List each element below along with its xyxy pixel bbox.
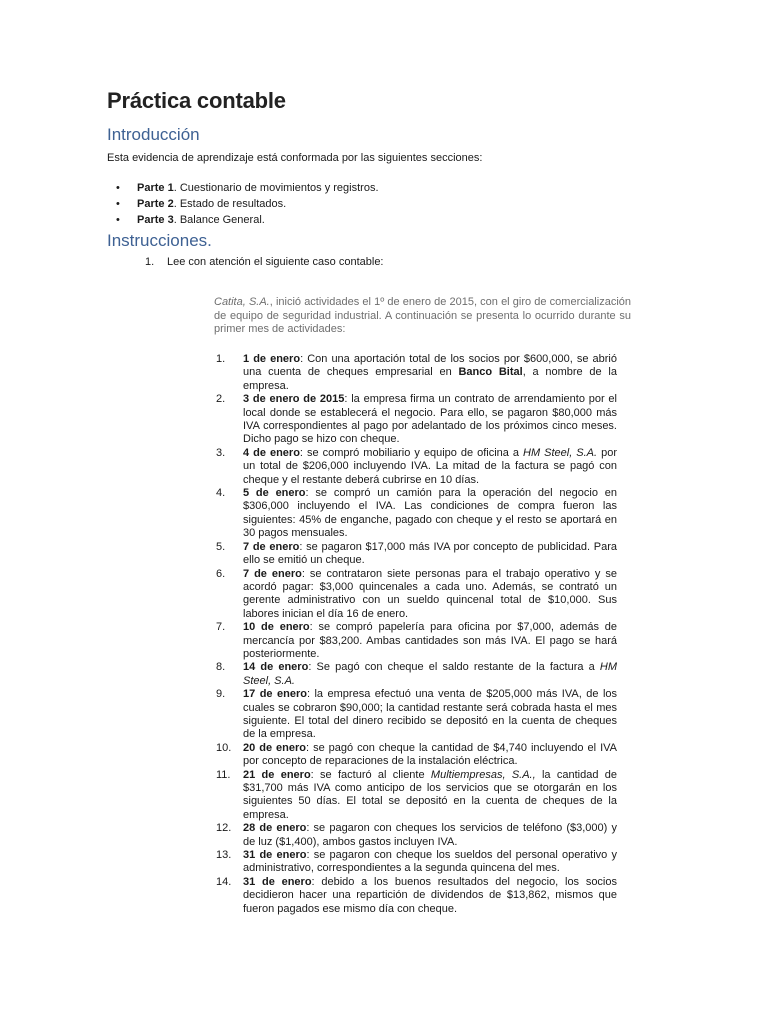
event-item bbox=[216, 567, 617, 622]
event-item bbox=[216, 875, 617, 916]
event-text: : se compró papelería para oficina por $7,000, además de mercancía por $83,200. Ambas cantidades son más IVA. El pago se hará posteriormente. bbox=[243, 621, 617, 660]
event-number: 2. bbox=[216, 393, 226, 406]
event-item bbox=[216, 741, 617, 769]
events-list bbox=[216, 353, 618, 916]
event-date: 3 de enero de 2015 bbox=[243, 393, 345, 406]
event-number: 1. bbox=[216, 353, 226, 365]
event-text: : se compró mobiliario y equipo de oficina a bbox=[299, 446, 524, 459]
event-text: : Con una aportación total de los socios por $600,000, se abrió una cuenta de cheques empresarial en bbox=[243, 353, 617, 379]
event-item bbox=[216, 487, 617, 541]
event-date: 7 de enero bbox=[243, 540, 300, 553]
event-item bbox=[216, 540, 617, 568]
event-number: 10. bbox=[216, 741, 232, 754]
event-text: : se contrataron siete personas para el trabajo operativo y se acordó pagar: $3,000 quincenales a cada uno. Además, se contrató un gerente administrativo con un sueldo quincenal total de $10,000. Sus labores inician el día 16 de enero. bbox=[243, 567, 617, 620]
event-number: 5. bbox=[216, 540, 226, 553]
event-date: 10 de enero bbox=[243, 621, 310, 634]
event-number: 11. bbox=[216, 768, 231, 781]
intro-text: Esta evidencia de aprendizaje está conformada por las siguientes secciones: bbox=[107, 152, 483, 164]
event-date: 28 de enero bbox=[243, 822, 307, 835]
event-italic-text: HM Steel, S.A. bbox=[243, 661, 617, 687]
event-date: 1 de enero bbox=[243, 353, 301, 365]
event-text: : se pagó con cheque la cantidad de $4,740 incluyendo el IVA por concepto de reparaciones de la instalación eléctrica. bbox=[243, 741, 617, 768]
event-date: 17 de enero bbox=[243, 688, 307, 701]
event-number: 7. bbox=[216, 621, 226, 634]
event-text: : la empresa efectuó una venta de $205,000 más IVA, de los cuales se cobraron $90,000; la cantidad restante será cobrada hasta el mes siguiente. El total del dinero recibido se depositó en la cuenta de cheques de la empresa. bbox=[243, 688, 618, 741]
instruction-step: 1. Lee con atención el siguiente caso contable: bbox=[145, 256, 384, 268]
instructions-heading: Instrucciones. bbox=[107, 231, 212, 250]
event-number: 3. bbox=[216, 446, 226, 459]
event-item bbox=[216, 768, 618, 823]
sections-list bbox=[137, 181, 379, 229]
event-item bbox=[216, 849, 618, 876]
intro-heading: Introducción bbox=[107, 125, 200, 144]
event-number: 14. bbox=[216, 875, 232, 888]
event-item bbox=[216, 661, 617, 688]
event-text-end: la cantidad de $31,700 más IVA como anticipo de los servicios que se otorgarán en los siguientes 50 días. El total se depositó en la cuenta de cheques de la empresa. bbox=[243, 768, 618, 821]
event-item bbox=[216, 621, 617, 661]
event-date: 20 de enero bbox=[243, 741, 307, 754]
event-number: 8. bbox=[216, 661, 226, 674]
event-bold-text: Banco Bital bbox=[458, 366, 523, 379]
list-item: • Parte 2. Estado de resultados. bbox=[137, 197, 379, 213]
event-text-end: , a nombre de la empresa. bbox=[243, 366, 617, 392]
list-item: • Parte 1. Cuestionario de movimientos y registros. bbox=[137, 181, 379, 197]
event-date: 21 de enero bbox=[243, 768, 311, 781]
event-item bbox=[216, 353, 617, 393]
event-date: 14 de enero bbox=[243, 661, 309, 674]
event-date: 31 de enero bbox=[243, 875, 312, 888]
event-date: 7 de enero bbox=[243, 567, 302, 580]
event-text: : se compró un camión para la operación del negocio en $306,000 incluyendo el IVA. Las condiciones de compra fueron las siguientes: 45% de enganche, pagado con cheque y el resto se aportará en 30 pagos mensuales. bbox=[243, 487, 617, 540]
event-item bbox=[216, 446, 617, 487]
event-text: : se facturó al cliente bbox=[310, 768, 431, 781]
event-italic-text: Multiempresas, S.A., bbox=[430, 768, 536, 781]
event-text: : se pagaron con cheque los sueldos del personal operativo y administrativo, correspondientes a la segunda quincena del mes. bbox=[243, 849, 618, 875]
event-text: : se pagaron $17,000 más IVA por concepto de publicidad. Para ello se emitió un cheque. bbox=[243, 540, 617, 567]
event-text: : Se pagó con cheque el saldo restante de la factura a bbox=[308, 661, 600, 674]
event-date: 5 de enero bbox=[243, 487, 306, 500]
event-date: 4 de enero bbox=[243, 446, 300, 459]
company-name: Catita, S.A. bbox=[214, 296, 270, 308]
event-text: : la empresa firma un contrato de arrendamiento por el local donde se establecerá el negocio. Para ello, se pagaron $80,000 más IVA correspondientes al pago por adelantado de los próximos cinco meses. Dicho pago se hizo con cheque. bbox=[243, 393, 617, 446]
event-item bbox=[216, 822, 617, 849]
event-number: 6. bbox=[216, 567, 226, 580]
event-number: 4. bbox=[216, 487, 226, 500]
document-title: Práctica contable bbox=[107, 88, 286, 113]
event-item bbox=[216, 393, 617, 447]
list-item: • Parte 3. Balance General. bbox=[137, 213, 379, 229]
event-text-end: por un total de $206,000 incluyendo IVA. La mitad de la factura se pagó con cheque y el restante deberá cubrirse en 10 días. bbox=[243, 446, 617, 486]
event-number: 9. bbox=[216, 688, 226, 701]
event-text: : se pagaron con cheques los servicios de teléfono ($3,000) y de luz ($1,400), ambos gastos incluyen IVA. bbox=[243, 822, 617, 848]
event-date: 31 de enero bbox=[243, 849, 307, 862]
event-item bbox=[216, 688, 618, 742]
event-italic-text: HM Steel, S.A. bbox=[523, 446, 598, 459]
event-text: : debido a los buenos resultados del negocio, los socios decidieron hacer una repartición de dividendos de $13,862, mismos que fueron pagados ese mismo día con cheque. bbox=[243, 875, 617, 915]
event-number: 13. bbox=[216, 849, 232, 862]
event-number: 12. bbox=[216, 822, 232, 835]
case-intro: Catita, S.A., inició actividades el 1º de enero de 2015, con el giro de comercialización de equipo de seguridad industrial. A continuación se presenta lo ocurrido durante su primer mes de actividades: bbox=[214, 296, 631, 335]
